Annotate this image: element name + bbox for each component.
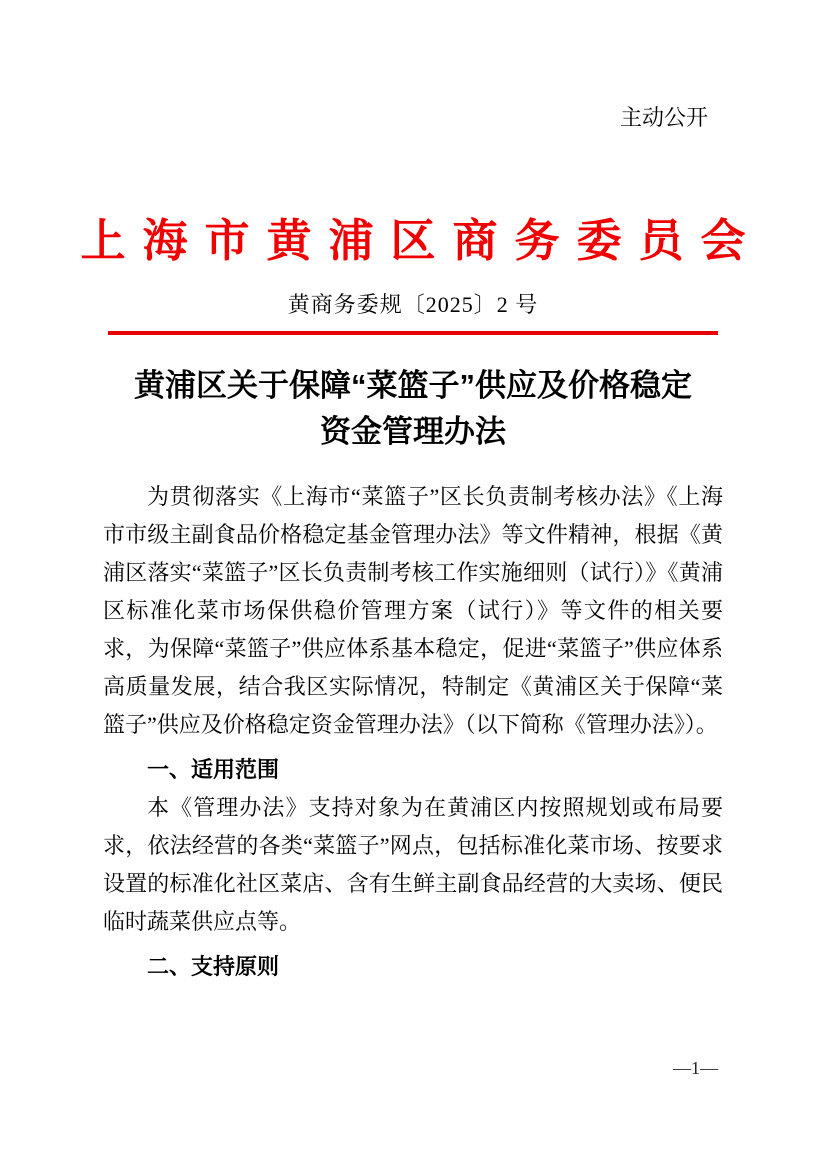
- document-body: [103, 478, 723, 986]
- scope-paragraph: 本《管理办法》支持对象为在黄浦区内按照规划或布局要求，依法经营的各类“菜篮子”网点，包括标准化菜市场、按要求设置的标准化社区菜店、含有生鲜主副食品经营的大卖场、便民临时蔬菜供应点等。: [103, 795, 723, 934]
- document-title: [0, 363, 826, 455]
- issuing-authority-title: 上海市黄浦区商务委员会: [80, 216, 763, 266]
- section-heading-principles: 二、支持原则: [147, 954, 280, 979]
- section-heading-scope: 一、适用范围: [147, 757, 280, 782]
- disclosure-mark: 主动公开: [619, 105, 708, 130]
- red-divider-line: [108, 331, 718, 335]
- page-number: —1—: [673, 1058, 718, 1078]
- document-title-line-1: 黄浦区关于保障“菜篮子”供应及价格稳定: [134, 368, 692, 403]
- document-title-line-2: 资金管理办法: [320, 414, 506, 449]
- intro-paragraph: 为贯彻落实《上海市“菜篮子”区长负责制考核办法》《上海市市级主副食品价格稳定基金管理办法》等文件精神，根据《黄浦区落实“菜篮子”区长负责制考核工作实施细则（试行）》《黄浦区标准化菜市场保供稳价管理方案（试行）》等文件的相关要求，为保障“菜篮子”供应体系基本稳定，促进“菜篮子”供应体系高质量发展，结合我区实际情况，特制定《黄浦区关于保障“菜篮子”供应及价格稳定资金管理办法》（以下简称《管理办法》）。: [103, 484, 723, 737]
- document-number: 黄商务委规〔2025〕2 号: [287, 292, 539, 317]
